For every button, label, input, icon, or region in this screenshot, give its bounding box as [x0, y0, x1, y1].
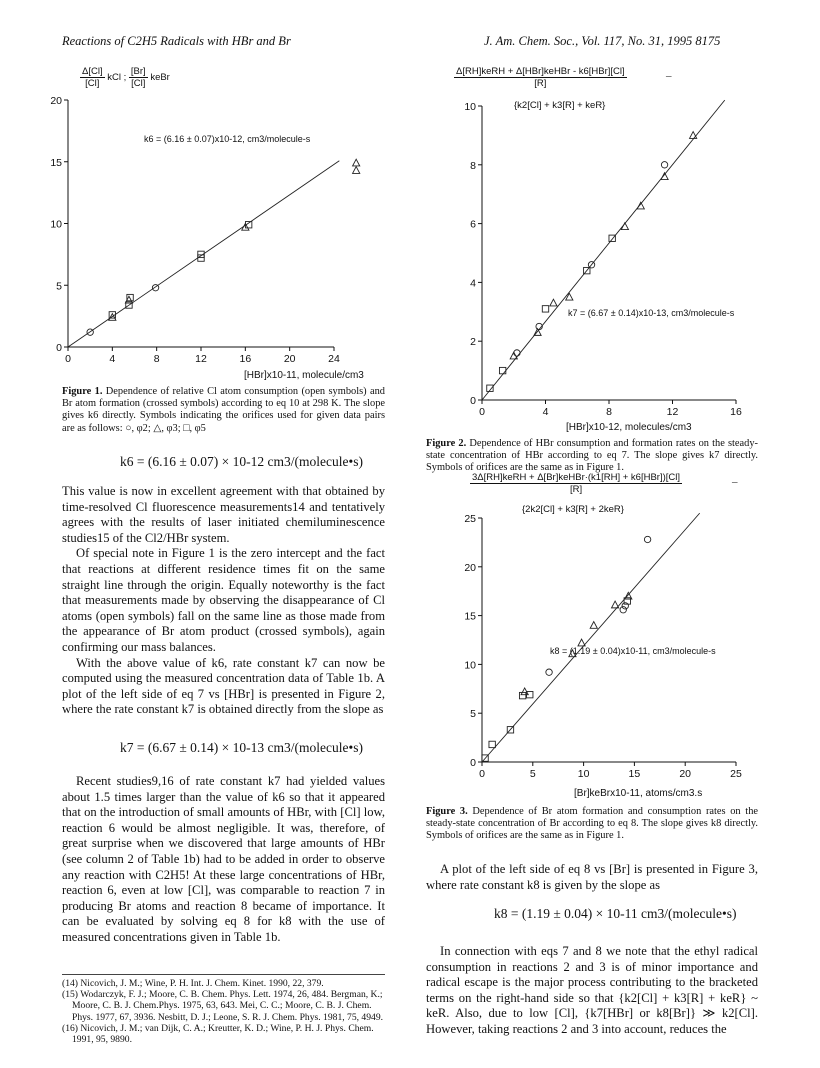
y-tick-label: 4	[470, 277, 476, 290]
y-tick-label: 5	[470, 708, 476, 721]
left-body-text	[62, 484, 385, 718]
right-body-text	[426, 862, 758, 893]
x-tick-label: 16	[730, 406, 742, 418]
left-paragraph-2: Of special note in Figure 1 is the zero intercept and the fact that reactions at different residence times fit on the same straight line through the origin. Equally noteworthy is the fact that measurements made by observing the disappearance of Cl atoms (open symbols) fall on the same line as those made from the appearance of Br atom product (crossed symbols), again confirming our mass balances.	[62, 546, 385, 654]
y-tick-label: 0	[56, 342, 62, 354]
right-paragraph-2: In connection with eqs 7 and 8 we note that the ethyl radical consumption in reactions 2 and 3 is of minor importance and radical escape is the major process contributing to the bracketed terms on the right-hand side so that {k2[Cl] + k3[R] + keR} ~ keR. Also, due to low [Cl], {k7[HBr] or k8[Br]} ≫ k2[Cl]. However, taking reactions 2 and 3 into account, reduces the	[426, 944, 758, 1036]
figure-1-plot	[50, 80, 380, 385]
fig3-xlabel: [Br]keBrx10-11, atoms/cm3.s	[574, 788, 703, 799]
fig1-caption-text: Dependence of relative Cl atom consumption (open symbols) and Br atom formation (crossed symbols) according to eq 10 at 298 K. The slope gives k6 directly. Symbols indicating the orifices used for given data pairs are as follows: ○, φ2; △, φ3; □, φ5	[62, 386, 385, 434]
x-tick-label: 20	[283, 353, 296, 365]
x-tick-label: 0	[479, 406, 485, 418]
fig1-ylabel-num: Δ[Cl]	[82, 66, 103, 77]
fig3-caption-label: Figure 3.	[426, 806, 468, 817]
fig1-annotation: k6 = (6.16 ± 0.07)x10-12, cm3/molecule-s	[144, 134, 311, 144]
fig3-ylabel-den: [R]	[569, 484, 583, 495]
y-tick-label: 10	[464, 101, 476, 113]
fit-line	[68, 161, 339, 347]
data-point-triangle	[353, 159, 360, 166]
x-tick-label: 8	[153, 353, 160, 365]
fig3-caption-text: Dependence of Br atom formation and consumption rates on the steady-state concentration of Br according to eq 8. The slope gives k8 directly. Symbols of orifices are the same as in Figure 1.	[426, 806, 759, 842]
x-tick-label: 5	[529, 768, 536, 780]
fig2-caption-text: Dependence of HBr consumption and formation rates on the steady-state concentration of HBr according to eq 7. The slope gives k7 directly. Symbols of orifices are the same as in Figure 1.	[426, 438, 758, 474]
y-tick-label: 8	[470, 159, 476, 172]
data-point-triangle	[590, 622, 597, 629]
fig2-annotation: k7 = (6.67 ± 0.14)x10-13, cm3/molecule-s	[568, 308, 735, 318]
x-tick-label: 4	[542, 406, 549, 418]
fig3-annotation: k8 = (1.19 ± 0.04)x10-11, cm3/molecule-s	[550, 646, 716, 656]
y-tick-label: 15	[464, 610, 476, 623]
fig1-ylabel-num2: [Br]	[130, 66, 146, 77]
fig1-ylabel-den2: [Cl]	[131, 78, 146, 89]
x-tick-label: 10	[577, 768, 590, 780]
fig1-ylabel-mid: kCl ;	[107, 72, 127, 83]
x-tick-label: 12	[195, 353, 207, 365]
data-point-triangle	[550, 299, 557, 306]
x-tick-label: 15	[628, 768, 641, 780]
data-point-triangle	[637, 202, 644, 209]
x-tick-label: 20	[679, 768, 692, 780]
running-header-left: Reactions of C2H5 Radicals with HBr and Br	[62, 34, 291, 48]
data-point-circle	[546, 669, 552, 675]
data-point-square	[499, 367, 505, 373]
left-paragraph-1: This value is now in excellent agreement with that obtained by time-resolved Cl fluorescence measurements14 and tentatively agrees with the results of laser initiated chemiluminescence studies15 of the Cl2/HBr system.	[62, 484, 385, 545]
fig2-dash: –	[666, 70, 672, 82]
figure-1-svg	[50, 80, 380, 380]
fig2-ylabel-num: Δ[RH]keRH + Δ[HBr]keHBr - k6[HBr][Cl]	[456, 66, 625, 77]
y-tick-label: 20	[464, 561, 476, 574]
left-paragraph-4: Recent studies9,16 of rate constant k7 had yielded values about 1.5 times larger than the value of k6 so that it appeared that on the introduction of small amounts of HBr, with [Cl] low, reaction 6 would be almost negligible. It was, therefore, of great surprise when we discovered that large amounts of HBr (see column 2 of Table 1b) had to be added in order to observe any reaction with C2H5! At these large concentrations of HBr, reaction 6, even at low [Cl], was comparable to reaction 7 in producing Br atoms and reaction 8 became of importance. It can be evaluated by solving eq 8 for k8 with the use of measured concentrations given in Table 1b.	[62, 774, 385, 944]
figure-3-caption	[426, 806, 758, 843]
equation-k7: k7 = (6.67 ± 0.14) × 10-13 cm3/(molecule•s)	[120, 740, 363, 755]
figure-2-caption	[426, 438, 758, 475]
x-tick-label: 25	[730, 768, 742, 780]
data-point-triangle	[690, 132, 697, 139]
equation-k8: k8 = (1.19 ± 0.04) × 10-11 cm3/(molecule•s)	[494, 906, 737, 921]
figure-1-caption	[62, 386, 385, 435]
left-paragraph-3: With the above value of k6, rate constant k7 can now be computed using the measured concentration data of Table 1b. A plot of the left side of eq 7 vs [HBr] is presented in Figure 2, where the rate constant k7 is obtained directly from the slope as	[62, 655, 385, 717]
references	[62, 978, 385, 1045]
running-header-right: J. Am. Chem. Soc., Vol. 117, No. 31, 1995 8175	[484, 34, 721, 48]
data-point-circle	[661, 162, 667, 168]
reference-16: (16) Nicovich, J. M.; van Dijk, C. A.; Kreutter, K. D.; Wine, P. H. J. Phys. Chem. 1991, 95, 9890.	[62, 1022, 374, 1046]
y-tick-label: 25	[464, 513, 476, 525]
y-tick-label: 6	[470, 218, 476, 231]
data-point-circle	[152, 285, 158, 291]
data-point-circle	[620, 607, 626, 613]
x-tick-label: 12	[666, 406, 679, 418]
y-tick-label: 2	[470, 336, 476, 349]
x-tick-label: 4	[109, 353, 116, 365]
x-tick-label: 16	[239, 353, 252, 365]
y-tick-label: 10	[50, 218, 62, 231]
data-point-triangle	[566, 293, 573, 300]
y-tick-label: 5	[56, 280, 62, 293]
figure-2-svg	[464, 100, 760, 420]
data-point-square	[519, 692, 525, 698]
data-point-circle	[644, 536, 650, 542]
fig1-xlabel: [HBr]x10-11, molecule/cm3	[244, 370, 364, 381]
equation-k6: k6 = (6.16 ± 0.07) × 10-12 cm3/(molecule•s)	[120, 454, 363, 469]
x-tick-label: 0	[479, 768, 485, 780]
data-point-triangle	[353, 167, 360, 174]
data-point-circle	[622, 603, 628, 609]
fig2-ylabel	[454, 66, 627, 89]
fig3-bracket: {2k2[Cl] + k3[R] + 2keR}	[522, 504, 624, 515]
fig3-ylabel-num: 3Δ[RH]keRH + Δ[Br]keHBr·(k1[RH] + k6[HBr])[Cl]	[472, 472, 681, 483]
right-paragraph-1: A plot of the left side of eq 8 vs [Br] is presented in Figure 3, where rate constant k8 is given by the slope as	[426, 862, 758, 892]
fig1-ylabel-end: keBr	[150, 72, 170, 83]
data-point-square	[489, 741, 495, 747]
fig3-ylabel	[470, 472, 682, 495]
left-body-text-2	[62, 774, 385, 946]
right-body-text-2	[426, 944, 758, 1038]
reference-14: (14) Nicovich, J. M.; Wine, P. H. Int. J. Chem. Kinet. 1990, 22, 379.	[62, 978, 324, 989]
fit-line	[482, 513, 700, 762]
y-tick-label: 10	[464, 659, 476, 672]
fig2-xlabel: [HBr]x10-12, molecules/cm3	[566, 422, 692, 433]
y-tick-label: 0	[470, 395, 476, 407]
y-tick-label: 20	[50, 95, 62, 107]
reference-15: (15) Wodarczyk, F. J.; Moore, C. B. Chem. Phys. Lett. 1974, 26, 484. Bergman, K.; Moore, C. B. J. Chem.Phys. 1975, 63, 643. Mei, C. C.; Moore, C. B. J. Chem. Phys. 1977, 67, 3936. Nesbitt, D. J.; Leone, S. R. J. Chem. Phys. 1981, 75, 4949.	[62, 989, 384, 1023]
x-tick-label: 8	[606, 406, 612, 418]
fig1-caption-label: Figure 1.	[62, 386, 103, 397]
figure-3-svg	[464, 504, 760, 796]
figure-2-plot	[464, 100, 760, 425]
x-tick-label: 0	[65, 353, 71, 365]
data-point-square	[542, 306, 548, 312]
x-tick-label: 24	[328, 353, 340, 365]
y-tick-label: 15	[50, 156, 62, 169]
y-tick-label: 0	[470, 757, 476, 769]
fig1-ylabel-den: [Cl]	[85, 78, 100, 89]
fig2-caption-label: Figure 2.	[426, 438, 467, 449]
footnote-rule	[62, 974, 385, 975]
fit-line	[482, 100, 725, 400]
figure-3-plot	[464, 504, 760, 801]
fig2-bracket: {k2[Cl] + k3[R] + keR}	[514, 100, 606, 111]
fig2-ylabel-den: [R]	[534, 78, 547, 89]
fig3-dash: –	[732, 476, 738, 488]
